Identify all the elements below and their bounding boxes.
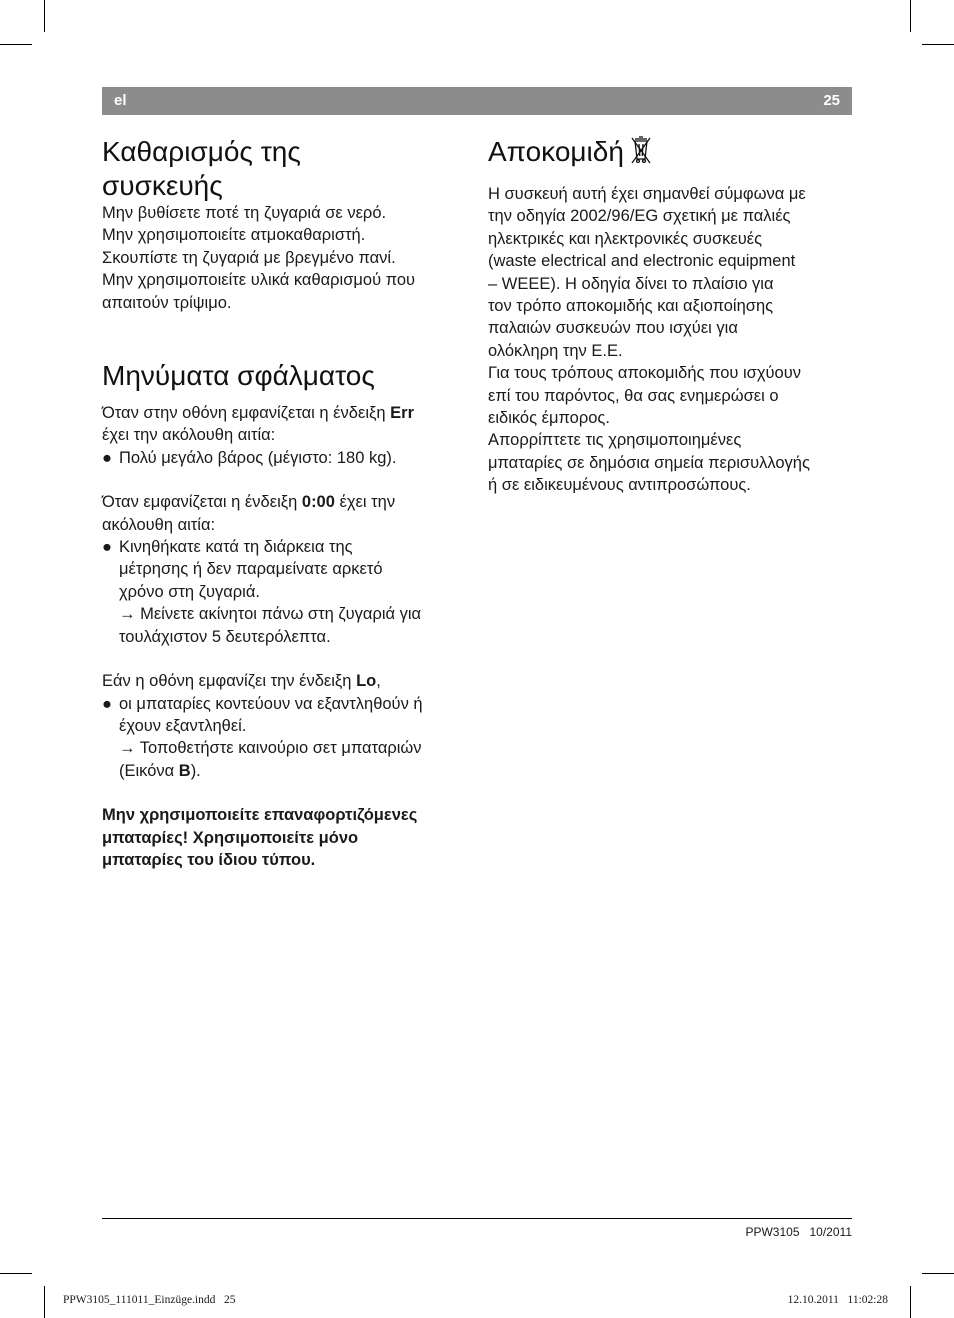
text-line <box>102 670 467 692</box>
left-column <box>102 135 467 871</box>
cleaning-title-line2: συσκευής <box>102 170 223 201</box>
text-line: – WEEE). Η οδηγία δίνει το πλαίσιο για <box>488 274 774 293</box>
print-slug-file: PPW3105_111011_Einzüge.indd 25 <box>63 1294 236 1306</box>
zero-intro: Όταν εμφανίζεται η ένδειξη <box>102 493 302 512</box>
text-line: Η συσκευή αυτή έχει σημανθεί σύμφωνα με <box>488 185 806 203</box>
text-line: Μην χρησιμοποιείτε υλικά καθαρισμού που <box>102 271 416 290</box>
text-line: επί του παρόντος, θα σας ενημερώσει ο <box>488 386 779 405</box>
crop-mark <box>910 0 911 32</box>
bullet-text: Πολύ μεγάλο βάρος (μέγιστο: 180 kg). <box>119 448 397 467</box>
list-item <box>102 536 467 648</box>
bullet-text: έχουν εξαντληθεί. <box>119 716 247 735</box>
crop-mark <box>922 1273 954 1274</box>
text-line: έχει την ακόλουθη αιτία: <box>102 426 276 445</box>
text-line: Για τους τρόπους αποκομιδής που ισχύουν <box>488 364 802 383</box>
bullet-text: χρόνο στη ζυγαριά. <box>119 582 260 601</box>
disposal-title-text: Αποκομιδή <box>488 136 624 167</box>
crop-mark <box>44 1286 45 1318</box>
battery-warning <box>102 804 467 871</box>
warning-line: Μην χρησιμοποιείτε επαναφορτιζόμενες <box>102 806 418 825</box>
text-line: παλαιών συσκευών που ισχύει για <box>488 319 738 338</box>
text-line <box>102 402 467 424</box>
crop-mark <box>44 0 45 32</box>
bullet-text: → Μείνετε ακίνητοι πάνω στη ζυγαριά για <box>119 605 422 624</box>
print-slug-timestamp: 12.10.2011 11:02:28 <box>787 1294 888 1306</box>
text-line: μπαταρίες σε δημόσια σημεία περισυλλογής <box>488 453 810 472</box>
right-column <box>488 135 854 497</box>
warning-line: μπαταρίες του ίδιου τύπου. <box>102 850 316 869</box>
text-line: ολόκληρη την Ε.Ε. <box>488 341 623 360</box>
text-line: ειδικός έμπορος. <box>488 409 610 428</box>
err-code: Err <box>390 404 414 423</box>
cleaning-text <box>102 202 467 314</box>
text-line: Απορρίπτετε τις χρησιμοποιημένες <box>488 431 742 450</box>
text-line <box>102 491 467 513</box>
text-line: Μην βυθίσετε ποτέ τη ζυγαριά σε νερό. <box>102 204 387 222</box>
bullet-dot: ● <box>102 538 112 557</box>
bullet-dot: ● <box>102 694 112 713</box>
crop-mark <box>0 44 32 45</box>
bullet-text: τουλάχιστον 5 δευτερόλεπτα. <box>119 627 331 646</box>
text-line: ή σε ειδικευμένους αντιπροσώπους. <box>488 476 751 495</box>
text-line: (waste electrical and electronic equipment <box>488 252 796 271</box>
disposal-title <box>488 135 854 173</box>
lo-intro: Εάν η οθόνη εμφανίζει την ένδειξη <box>102 672 357 691</box>
crossed-out-bin-icon <box>630 135 652 173</box>
cleaning-title-line1: Καθαρισμός της <box>102 136 301 167</box>
warning-line: μπαταρίες! Χρησιμοποιείτε μόνο <box>102 828 359 847</box>
text-line: Σκουπίστε τη ζυγαριά με βρεγμένο πανί. <box>102 248 396 267</box>
text-line: ηλεκτρικές και ηλεκτρονικές συσκευές <box>488 229 763 248</box>
bullet-text: μέτρησης ή δεν παραμείνατε αρκετό <box>119 560 383 579</box>
err-intro: Όταν στην οθόνη εμφανίζεται η ένδειξη <box>102 404 391 423</box>
text-line: ακόλουθη αιτία: <box>102 515 216 534</box>
bullet-text: Κινηθήκατε κατά τη διάρκεια της <box>119 538 353 557</box>
page-number: 25 <box>823 92 840 109</box>
page-header-bar <box>102 87 852 115</box>
text-line: την οδηγία 2002/96/EG σχετική με παλιές <box>488 207 791 226</box>
disposal-text <box>488 183 854 497</box>
err-section <box>102 402 467 469</box>
bullet-text: ). <box>190 761 201 780</box>
crop-mark <box>0 1273 32 1274</box>
text-line: απαιτούν τρίψιμο. <box>102 293 232 312</box>
bullet-dot: ● <box>102 448 112 467</box>
list-item <box>102 447 467 469</box>
bullet-text: (Εικόνα <box>119 761 179 780</box>
zero-section <box>102 491 467 648</box>
errors-title: Μηνύματα σφάλματος <box>102 360 375 392</box>
cleaning-title <box>102 135 467 203</box>
bullet-text: οι μπαταρίες κοντεύουν να εξαντληθούν ή <box>119 694 423 713</box>
figure-ref: B <box>178 761 191 780</box>
footer-rule <box>102 1218 852 1219</box>
text-line: Μην χρησιμοποιείτε ατμοκαθαριστή. <box>102 226 366 245</box>
zero-intro-post: έχει την <box>334 493 396 512</box>
language-code: el <box>114 92 127 109</box>
crop-mark <box>922 44 954 45</box>
lo-section <box>102 670 467 782</box>
list-item <box>102 693 467 783</box>
text-line: τον τρόπο αποκομιδής και αξιοποίησης <box>488 297 774 316</box>
crop-mark <box>910 1286 911 1318</box>
footer-model-date: PPW3105 10/2011 <box>745 1225 852 1239</box>
bullet-text: → Τοποθετήστε καινούριο σετ μπαταριών <box>119 739 422 758</box>
zero-code: 0:00 <box>301 493 335 512</box>
lo-code: Lo <box>356 672 377 691</box>
lo-intro-post: , <box>376 672 381 691</box>
